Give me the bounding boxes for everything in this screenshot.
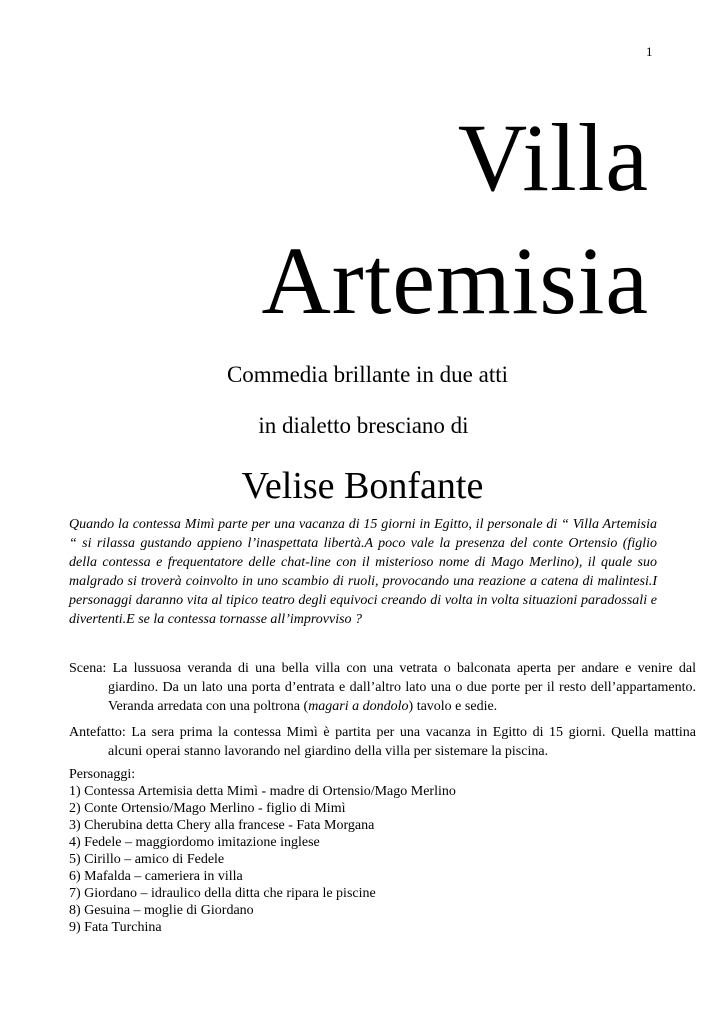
character-item: 6) Mafalda – cameriera in villa <box>69 869 243 884</box>
scene-text-start: Scena: La lussuosa veranda di una bella villa con una vetrata o balconata aperta per andare e venire dal giardino. Da un lato una porta d’entrata e dall’altro lato una o due porte per il resto dell’appartamento. Veranda arredata con una poltrona ( <box>69 661 696 714</box>
author-name: Velise Bonfante <box>241 465 484 507</box>
characters-list <box>69 783 657 936</box>
scene-text-end: ) tavolo e sedie. <box>408 699 498 714</box>
scene-text-italic: magari a dondolo <box>308 699 409 714</box>
character-item: 8) Gesuina – moglie di Giordano <box>69 903 254 918</box>
subtitle-genre: Commedia brillante in due atti <box>226 362 509 387</box>
character-item: 5) Cirillo – amico di Fedele <box>69 852 225 867</box>
title-line-villa: Villa <box>457 104 649 211</box>
characters-heading: Personaggi: <box>69 767 136 782</box>
title-line-artemisia: Artemisia <box>261 227 649 334</box>
character-item: 3) Cherubina detta Chery alla francese - Fata Morgana <box>69 818 375 833</box>
character-item: 7) Giordano – idraulico della ditta che ripara le piscine <box>69 886 376 901</box>
character-item: 2) Conte Ortensio/Mago Merlino - figlio di Mimì <box>69 801 346 816</box>
character-item: 9) Fata Turchina <box>69 920 162 935</box>
scene-paragraph <box>69 659 696 716</box>
character-item: 4) Fedele – maggiordomo imitazione inglese <box>69 835 320 850</box>
synopsis-paragraph: Quando la contessa Mimì parte per una vacanza di 15 giorni in Egitto, il personale di “ Villa Artemisia “ si rilassa gustando appieno l’inaspettata libertà.A poco vale la presenza del conte Ortensio (figlio della contessa e frequentatore delle chat-line con il misterioso nome di Mago Merlino), il quale suo malgrado si troverà coinvolto in uno scambio di ruoli, provocando una reazione a catena di malintesi.I personaggi daranno vita al tipico teatro degli equivoci creando di volta in volta situazioni paradossali e divertenti.E se la contessa tornasse all’improvviso ? <box>69 517 657 627</box>
character-item: 1) Contessa Artemisia detta Mimì - madre di Ortensio/Mago Merlino <box>69 784 456 799</box>
characters-section <box>69 766 657 936</box>
antefatto-paragraph: Antefatto: La sera prima la contessa Mimì è partita per una vacanza in Egitto di 15 giorni. Quella mattina alcuni operai stanno lavorando nel giardino della villa per sistemare la piscina. <box>69 725 696 759</box>
subtitle-dialect: in dialetto bresciano di <box>258 413 469 438</box>
page-number: 1 <box>646 44 653 59</box>
